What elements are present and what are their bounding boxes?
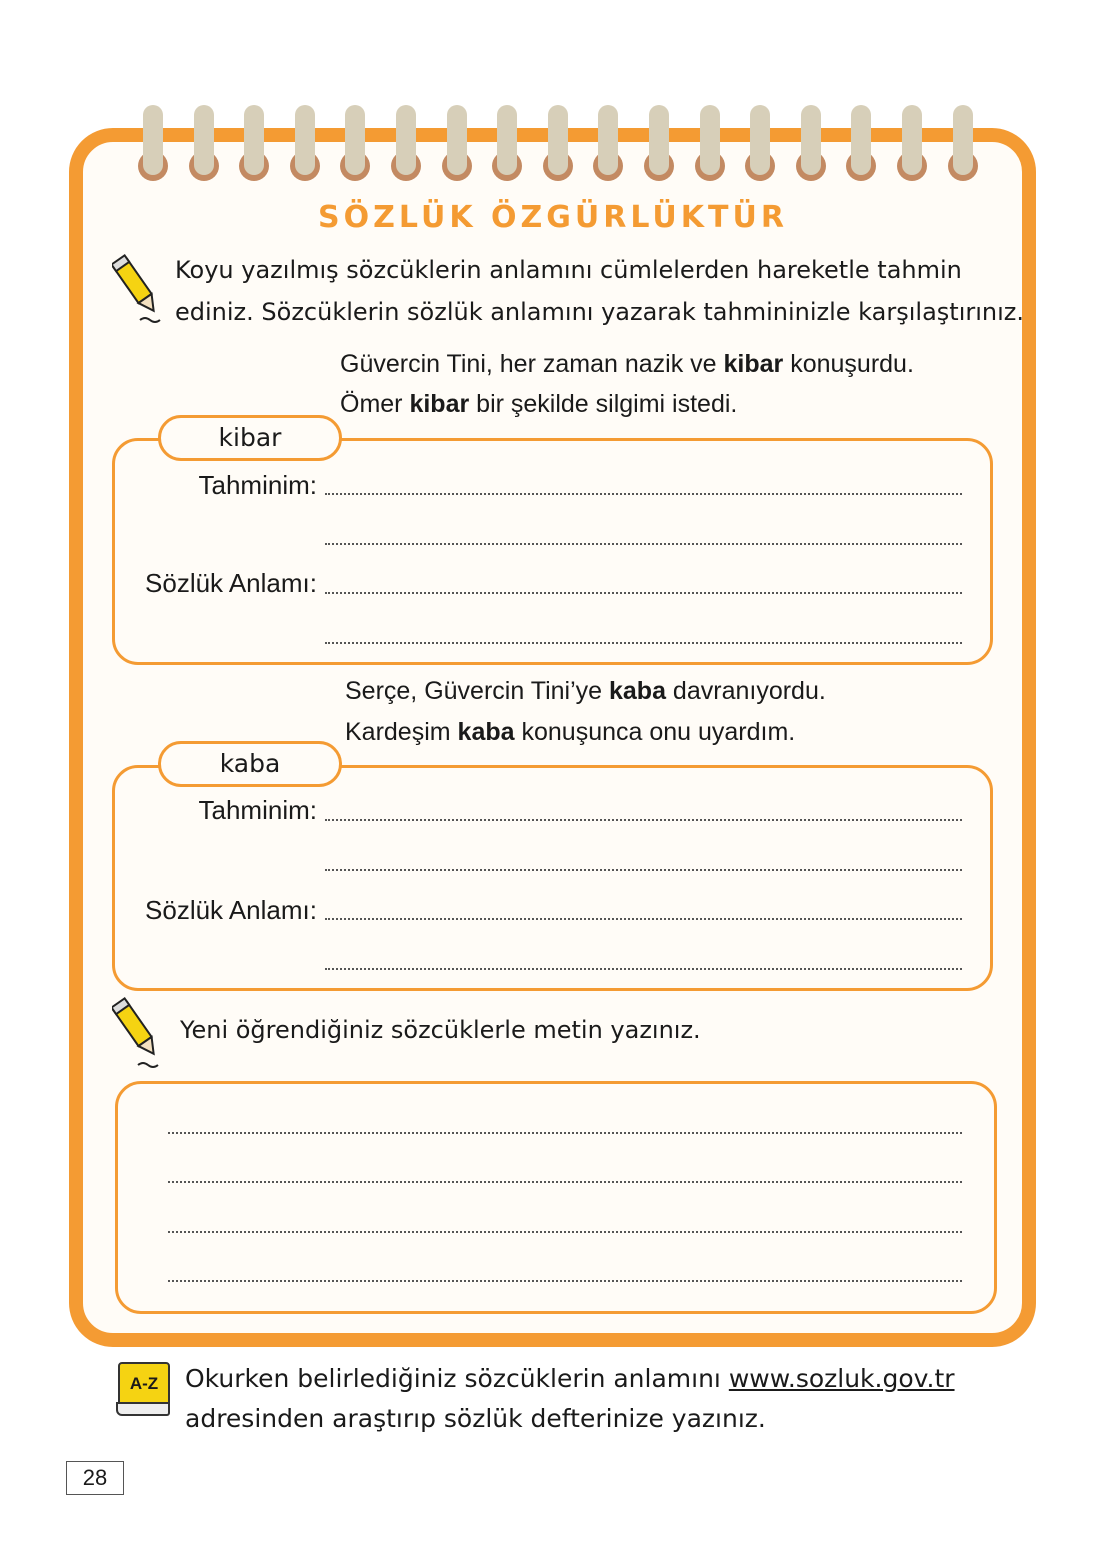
guess-line[interactable]	[325, 543, 962, 545]
example-sentence: Güvercin Tini, her zaman nazik ve kibar konuşurdu.	[340, 350, 914, 378]
page-number: 28	[66, 1461, 124, 1495]
dictionary-link[interactable]: www.sozluk.gov.tr	[728, 1364, 955, 1393]
word-tab: kaba	[158, 741, 342, 787]
example-sentence: Ömer kibar bir şekilde silgimi istedi.	[340, 390, 738, 418]
meaning-line[interactable]	[325, 918, 962, 920]
page-title: SÖZLÜK ÖZGÜRLÜKTÜR	[318, 200, 788, 235]
pencil-icon	[112, 252, 162, 327]
dictionary-book-icon: A-Z	[114, 1362, 170, 1416]
guess-line[interactable]	[325, 869, 962, 871]
guess-label: Tahminim:	[198, 795, 317, 825]
guess-line[interactable]	[325, 819, 962, 821]
example-sentence: Serçe, Güvercin Tini’ye kaba davranıyordu.	[345, 677, 826, 705]
writing-line[interactable]	[168, 1132, 962, 1134]
meaning-line[interactable]	[325, 642, 962, 644]
footer-line-2: adresinden araştırıp sözlük defterinize yazınız.	[185, 1404, 766, 1433]
instruction-line-2: ediniz. Sözcüklerin sözlük anlamını yazarak tahmininizle karşılaştırınız.	[175, 298, 1024, 326]
writing-prompt: Yeni öğrendiğiniz sözcüklerle metin yazınız.	[180, 1016, 701, 1044]
instruction-line-1: Koyu yazılmış sözcüklerin anlamını cümlelerden hareketle tahmin	[175, 256, 962, 284]
guess-line[interactable]	[325, 493, 962, 495]
word-tab: kibar	[158, 415, 342, 461]
example-sentence: Kardeşim kaba konuşunca onu uyardım.	[345, 718, 796, 746]
meaning-line[interactable]	[325, 592, 962, 594]
meaning-line[interactable]	[325, 968, 962, 970]
meaning-label: Sözlük Anlamı:	[145, 568, 317, 598]
writing-line[interactable]	[168, 1181, 962, 1183]
pencil-icon	[112, 995, 162, 1070]
meaning-label: Sözlük Anlamı:	[145, 895, 317, 925]
writing-line[interactable]	[168, 1280, 962, 1282]
writing-line[interactable]	[168, 1231, 962, 1233]
footer-line-1: Okurken belirlediğiniz sözcüklerin anlamını www.sozluk.gov.tr	[185, 1364, 955, 1393]
guess-label: Tahminim:	[198, 470, 317, 500]
